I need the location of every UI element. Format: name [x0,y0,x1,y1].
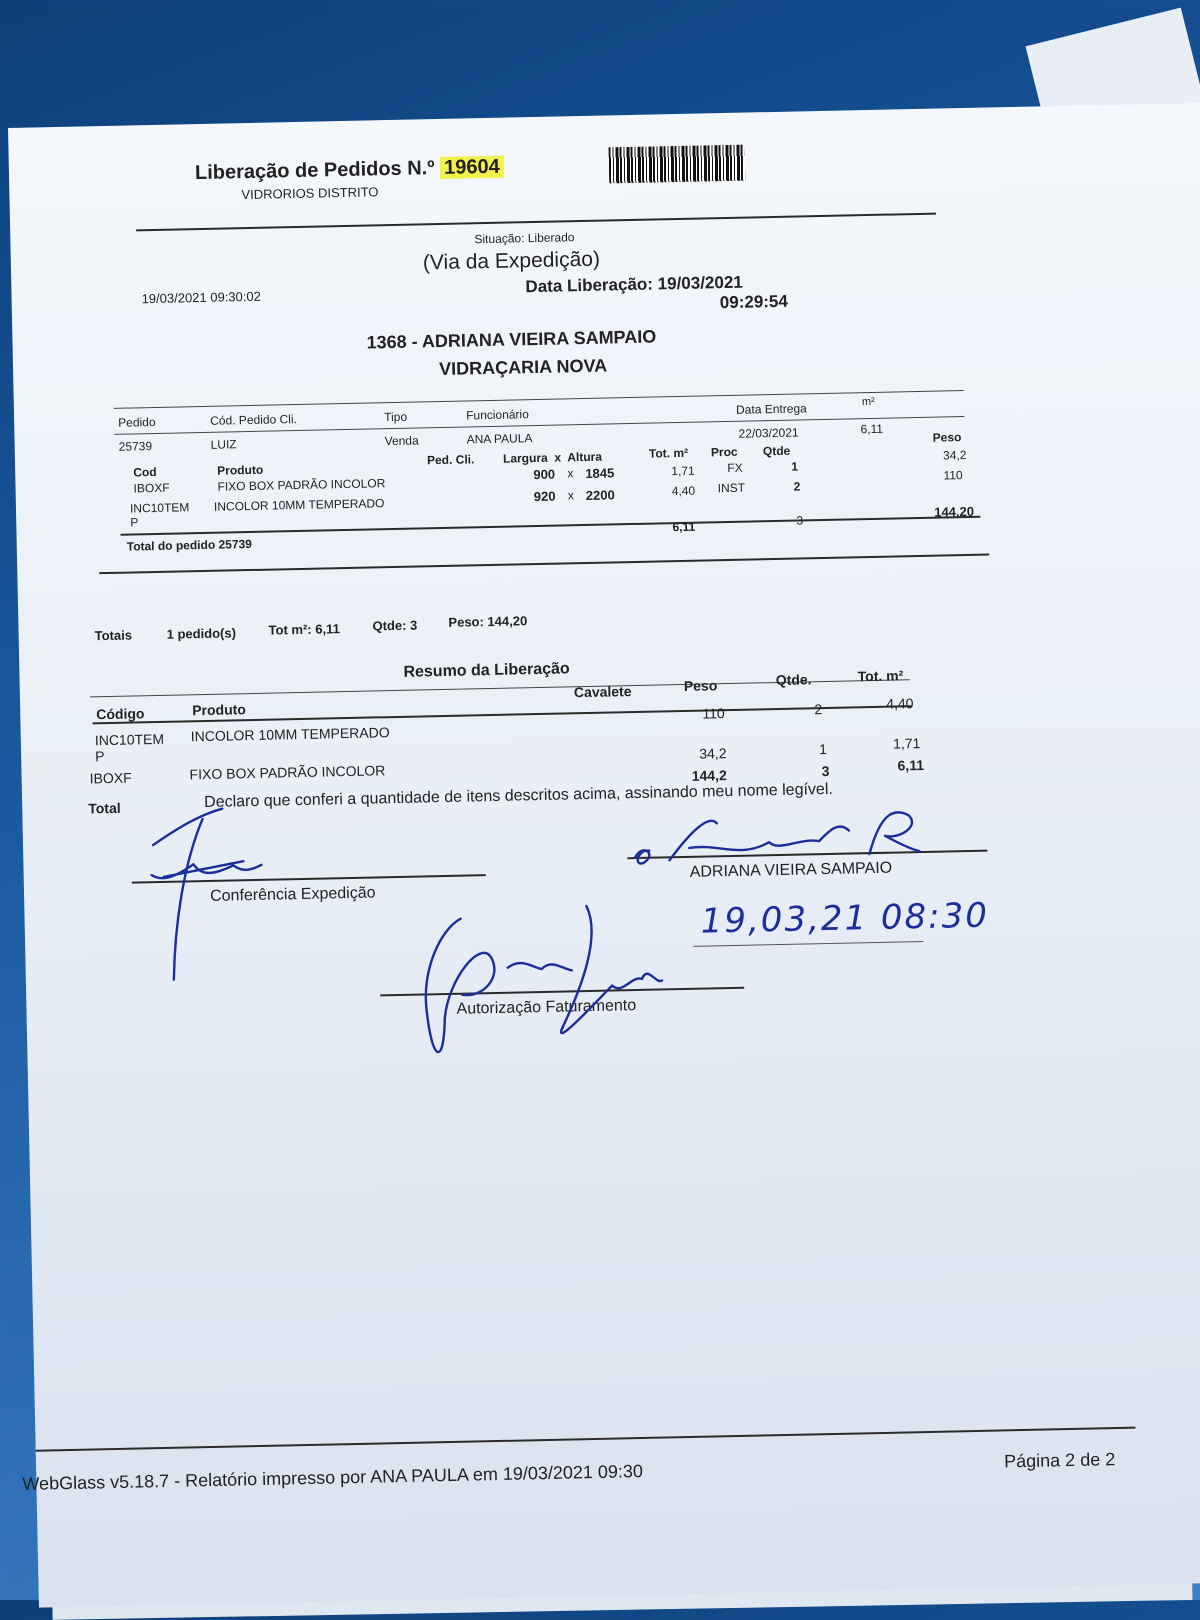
totals-peso: Peso: 144,20 [448,613,528,630]
item-produto: FIXO BOX PADRÃO INCOLOR [217,476,386,494]
item-col-proc: Proc [710,444,738,460]
summary-total-peso: 144,2 [691,767,727,784]
order-tipo: Venda [384,433,419,449]
item-qtde: 2 [793,479,801,494]
client-signature-name: ADRIANA VIEIRA SAMPAIO [689,859,893,881]
release-date: Data Liberação: 19/03/2021 [525,272,743,297]
col-cod-pedido-cli: Cód. Pedido Cli. [210,412,298,428]
summary-col-cavalete: Cavalete [573,683,632,701]
order-funcionario: ANA PAULA [466,431,533,447]
totals-m2: Tot m²: 6,11 [268,621,340,638]
barcode [609,145,746,184]
item-col-cod: Cod [133,464,157,480]
totals-qtde: Qtde: 3 [372,617,418,634]
col-m2: m² [861,395,875,409]
summary-col-produto: Produto [192,701,247,719]
item-qtde: 1 [791,459,799,474]
summary-peso: 34,2 [699,745,727,762]
order-data-entrega: 22/03/2021 [738,425,799,441]
item-largura: 920 [533,488,556,505]
item-produto: INCOLOR 10MM TEMPERADO [213,496,385,514]
col-data-entrega: Data Entrega [735,401,807,417]
item-col-ped-cli: Ped. Cli. [426,452,475,468]
summary-produto: INCOLOR 10MM TEMPERADO [190,724,390,745]
title-prefix: Liberação de Pedidos N.º [194,157,435,185]
status-text: Situação: Liberado [474,230,575,247]
col-pedido: Pedido [118,414,156,430]
item-col-largura-altura: Largura x Altura [502,449,603,466]
summary-total-qtde: 3 [821,762,830,780]
summary-qtde: 2 [814,701,823,718]
item-cod: INC10TEM [129,500,190,516]
client-company: VIDRAÇARIA NOVA [438,355,608,380]
conferencia-label: Conferência Expedição [209,884,376,905]
autorizacao-label: Autorização Faturamento [456,997,637,1018]
item-peso: 34,2 [942,448,967,463]
via-label: (Via da Expedição) [422,247,601,275]
summary-total-m2: 6,11 [897,756,925,774]
item-peso: 110 [943,468,963,483]
summary-title: Resumo da Liberação [403,660,570,681]
footer-page-number: Página 2 de 2 [1003,1449,1116,1472]
order-total-m2: 6,11 [672,519,696,535]
summary-peso: 110 [702,705,725,722]
release-time: 09:29:54 [719,291,789,313]
summary-col-qtde: Qtde. [775,671,812,689]
col-funcionario: Funcionário [465,407,529,423]
item-x: x [567,466,574,481]
summary-produto: FIXO BOX PADRÃO INCOLOR [189,762,386,783]
autorizacao-signature [410,894,684,1080]
summary-tot-m2: 4,40 [886,695,914,712]
item-tot-m2: 1,71 [671,463,695,479]
order-bottom-rule [99,554,989,575]
item-col-qtde: Qtde [762,443,791,459]
header-divider [136,213,936,232]
declaration-text: Declaro que conferi a quantidade de itens descritos acima, assinando meu nome legível. [203,780,834,812]
summary-qtde: 1 [819,740,828,758]
summary-codigo: IBOXF [89,769,132,787]
order-cod-pedido-cli: LUIZ [210,437,237,452]
order-total-label: Total do pedido 25739 [126,536,253,554]
conferencia-signature [142,802,286,985]
item-col-tot-m2: Tot. m² [648,445,689,461]
printed-datetime: 19/03/2021 09:30:02 [141,288,262,307]
summary-total-label: Total [88,799,121,817]
footer-rule [36,1427,1136,1452]
item-col-peso: Peso [932,430,962,445]
item-col-produto: Produto [217,462,264,478]
order-m2: 6,11 [860,421,884,437]
summary-tot-m2: 1,71 [892,735,921,752]
company-name: VIDRORIOS DISTRITO [241,184,379,203]
item-x: x [567,488,574,503]
item-tot-m2: 4,40 [671,483,696,499]
summary-col-peso: Peso [683,677,718,694]
order-total-qtde: 3 [796,513,804,528]
client-signature [628,799,929,875]
item-altura: 1845 [585,465,615,481]
item-proc: INST [717,480,746,496]
date-underline [693,941,923,947]
summary-col-tot-m2: Tot. m² [857,667,904,685]
order-total-rule [121,516,981,536]
document-title [195,156,504,185]
item-cod: IBOXF [133,480,170,496]
col-tipo: Tipo [383,409,408,425]
item-cod-wrap: P [130,515,139,530]
client-name: 1368 - ADRIANA VIEIRA SAMPAIO [366,326,657,353]
order-top-rule [114,390,964,409]
summary-col-codigo: Código [96,705,145,723]
item-altura: 2200 [585,487,615,503]
summary-codigo-wrap: P [95,748,105,765]
totals-pedidos: 1 pedido(s) [166,625,237,642]
order-pedido: 25739 [118,439,153,454]
handwritten-date: 19,03,21 08:30 [700,895,990,942]
summary-codigo: INC10TEM [94,730,165,749]
totals-label: Totais [94,627,133,644]
document-page [8,103,1200,1608]
order-total-peso: 144,20 [934,503,975,520]
item-proc: FX [727,460,743,476]
footer-printed-by: WebGlass v5.18.7 - Relatório impresso por ANA PAULA em 19/03/2021 09:30 [22,1460,644,1494]
order-number: 19604 [440,156,504,179]
item-largura: 900 [533,466,556,483]
